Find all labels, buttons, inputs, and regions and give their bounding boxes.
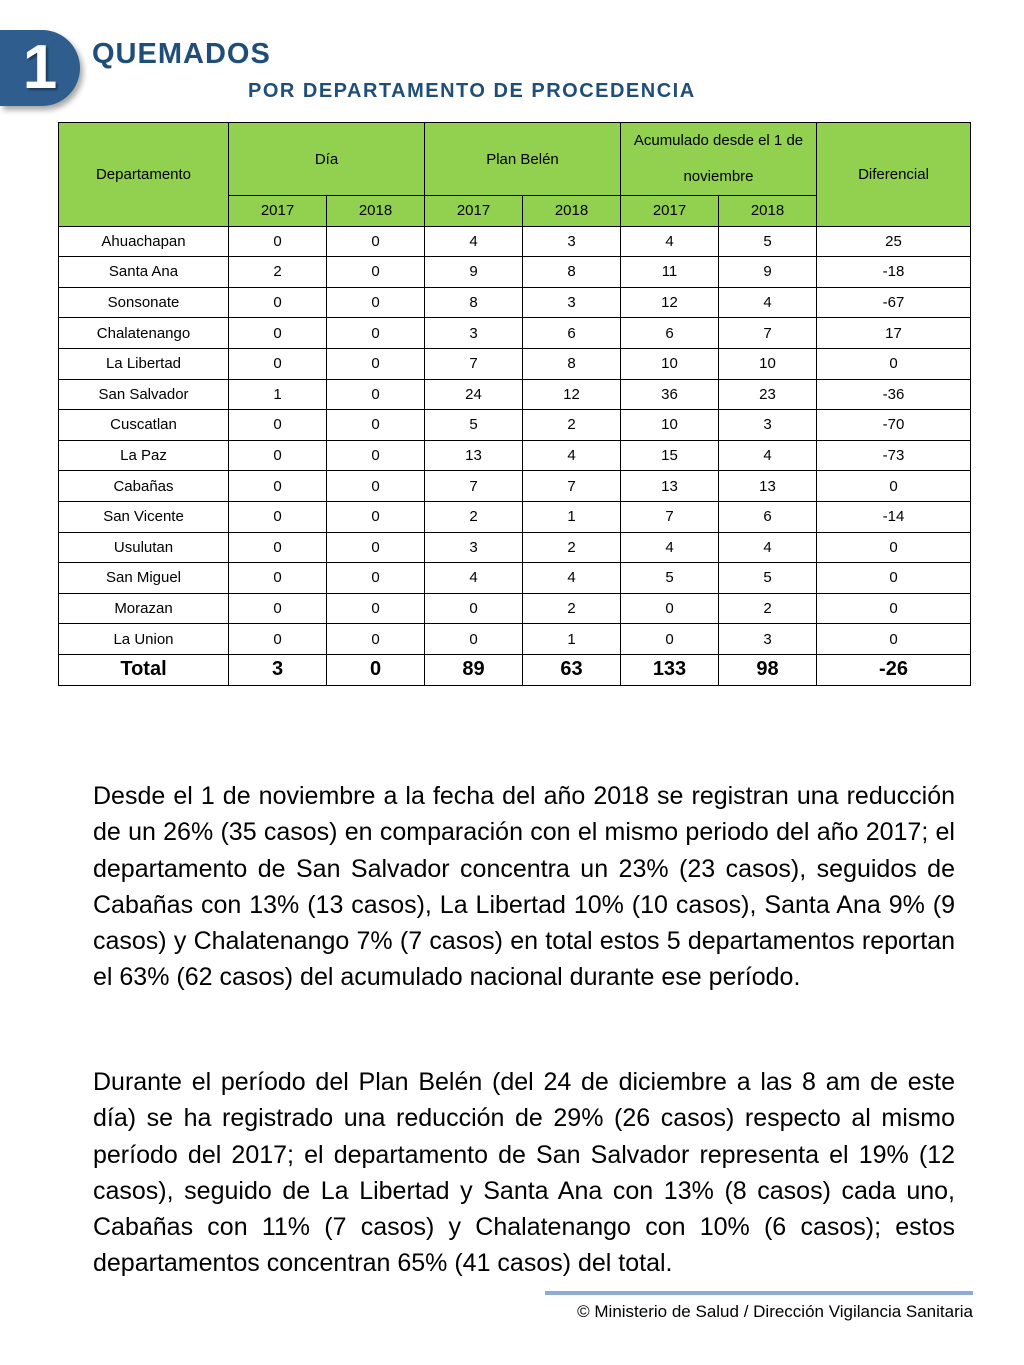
value-cell: 2 xyxy=(425,501,523,532)
department-name: Chalatenango xyxy=(59,318,229,349)
header-year: 2017 xyxy=(425,196,523,227)
table-row xyxy=(59,471,971,502)
table-body xyxy=(59,226,971,685)
value-cell: 0 xyxy=(327,410,425,441)
table-total-row xyxy=(59,654,971,685)
value-cell: 0 xyxy=(327,287,425,318)
table-row xyxy=(59,410,971,441)
value-cell: 4 xyxy=(621,532,719,563)
value-cell: 8 xyxy=(523,348,621,379)
department-name: Sonsonate xyxy=(59,287,229,318)
page-title: QUEMADOS xyxy=(92,38,271,70)
diferencial-cell: -14 xyxy=(817,501,971,532)
value-cell: 1 xyxy=(523,501,621,532)
value-cell: 1 xyxy=(229,379,327,410)
value-cell: 6 xyxy=(719,501,817,532)
value-cell: 3 xyxy=(719,624,817,655)
value-cell: 3 xyxy=(229,654,327,685)
page-subtitle: POR DEPARTAMENTO DE PROCEDENCIA xyxy=(248,80,696,102)
department-name: Cabañas xyxy=(59,471,229,502)
value-cell: 13 xyxy=(425,440,523,471)
value-cell: 4 xyxy=(719,532,817,563)
header-year: 2017 xyxy=(229,196,327,227)
department-name: Morazan xyxy=(59,593,229,624)
diferencial-cell: -18 xyxy=(817,257,971,288)
value-cell: 10 xyxy=(621,348,719,379)
value-cell: 0 xyxy=(327,593,425,624)
value-cell: 4 xyxy=(425,226,523,257)
value-cell: 24 xyxy=(425,379,523,410)
diferencial-cell: -26 xyxy=(817,654,971,685)
value-cell: 12 xyxy=(523,379,621,410)
value-cell: 4 xyxy=(719,440,817,471)
value-cell: 0 xyxy=(425,593,523,624)
value-cell: 0 xyxy=(327,471,425,502)
value-cell: 0 xyxy=(327,624,425,655)
header-year: 2018 xyxy=(719,196,817,227)
diferencial-cell: 0 xyxy=(817,532,971,563)
department-name: La Paz xyxy=(59,440,229,471)
table-row xyxy=(59,593,971,624)
value-cell: 4 xyxy=(425,563,523,594)
header-year: 2018 xyxy=(327,196,425,227)
diferencial-cell: 25 xyxy=(817,226,971,257)
value-cell: 5 xyxy=(621,563,719,594)
table-row xyxy=(59,348,971,379)
diferencial-cell: 17 xyxy=(817,318,971,349)
header-diferencial: Diferencial xyxy=(817,123,971,227)
value-cell: 7 xyxy=(425,471,523,502)
table-row xyxy=(59,226,971,257)
footer-credit: © Ministerio de Salud / Dirección Vigilancia Sanitaria xyxy=(577,1302,973,1321)
section-number-badge: 1 xyxy=(0,30,80,106)
department-name: Cuscatlan xyxy=(59,410,229,441)
value-cell: 0 xyxy=(327,348,425,379)
value-cell: 5 xyxy=(719,563,817,594)
value-cell: 0 xyxy=(229,440,327,471)
table-row xyxy=(59,532,971,563)
header-dia: Día xyxy=(229,123,425,196)
value-cell: 0 xyxy=(327,440,425,471)
department-name: San Salvador xyxy=(59,379,229,410)
value-cell: 7 xyxy=(719,318,817,349)
value-cell: 8 xyxy=(425,287,523,318)
value-cell: 15 xyxy=(621,440,719,471)
value-cell: 0 xyxy=(327,563,425,594)
value-cell: 3 xyxy=(425,318,523,349)
value-cell: 2 xyxy=(523,593,621,624)
value-cell: 4 xyxy=(523,440,621,471)
value-cell: 6 xyxy=(621,318,719,349)
value-cell: 5 xyxy=(425,410,523,441)
value-cell: 0 xyxy=(229,563,327,594)
value-cell: 7 xyxy=(425,348,523,379)
department-name: Ahuachapan xyxy=(59,226,229,257)
value-cell: 63 xyxy=(523,654,621,685)
value-cell: 2 xyxy=(719,593,817,624)
value-cell: 0 xyxy=(229,471,327,502)
value-cell: 7 xyxy=(621,501,719,532)
value-cell: 2 xyxy=(523,532,621,563)
value-cell: 0 xyxy=(621,624,719,655)
diferencial-cell: -70 xyxy=(817,410,971,441)
value-cell: 0 xyxy=(229,624,327,655)
value-cell: 98 xyxy=(719,654,817,685)
table-row xyxy=(59,379,971,410)
value-cell: 4 xyxy=(523,563,621,594)
value-cell: 133 xyxy=(621,654,719,685)
table-row xyxy=(59,563,971,594)
department-name: San Miguel xyxy=(59,563,229,594)
value-cell: 0 xyxy=(229,348,327,379)
value-cell: 0 xyxy=(229,226,327,257)
value-cell: 9 xyxy=(425,257,523,288)
value-cell: 11 xyxy=(621,257,719,288)
diferencial-cell: 0 xyxy=(817,471,971,502)
value-cell: 0 xyxy=(327,501,425,532)
table-row xyxy=(59,440,971,471)
value-cell: 1 xyxy=(523,624,621,655)
value-cell: 12 xyxy=(621,287,719,318)
value-cell: 5 xyxy=(719,226,817,257)
burns-by-department-table xyxy=(58,122,971,686)
department-name: La Libertad xyxy=(59,348,229,379)
value-cell: 3 xyxy=(523,287,621,318)
value-cell: 0 xyxy=(327,318,425,349)
value-cell: 0 xyxy=(327,532,425,563)
table-row xyxy=(59,624,971,655)
diferencial-cell: 0 xyxy=(817,624,971,655)
value-cell: 0 xyxy=(327,226,425,257)
table-row xyxy=(59,287,971,318)
value-cell: 0 xyxy=(327,654,425,685)
value-cell: 13 xyxy=(621,471,719,502)
value-cell: 10 xyxy=(719,348,817,379)
diferencial-cell: -73 xyxy=(817,440,971,471)
department-name: La Union xyxy=(59,624,229,655)
value-cell: 36 xyxy=(621,379,719,410)
value-cell: 9 xyxy=(719,257,817,288)
header-year: 2017 xyxy=(621,196,719,227)
value-cell: 2 xyxy=(229,257,327,288)
value-cell: 23 xyxy=(719,379,817,410)
value-cell: 7 xyxy=(523,471,621,502)
value-cell: 0 xyxy=(229,287,327,318)
value-cell: 89 xyxy=(425,654,523,685)
value-cell: 0 xyxy=(327,257,425,288)
value-cell: 4 xyxy=(719,287,817,318)
value-cell: 8 xyxy=(523,257,621,288)
value-cell: 0 xyxy=(229,593,327,624)
value-cell: 3 xyxy=(425,532,523,563)
header-departamento: Departamento xyxy=(59,123,229,227)
value-cell: 3 xyxy=(719,410,817,441)
diferencial-cell: 0 xyxy=(817,593,971,624)
diferencial-cell: -36 xyxy=(817,379,971,410)
value-cell: 3 xyxy=(523,226,621,257)
total-label: Total xyxy=(59,654,229,685)
value-cell: 0 xyxy=(425,624,523,655)
diferencial-cell: 0 xyxy=(817,563,971,594)
summary-paragraph-plan-belen: Durante el período del Plan Belén (del 24 de diciembre a las 8 am de este día) se ha registrado una reducción de 29% (26 casos) respecto al mismo período del 2017; el departamento de San Salvador representa el 19% (12 casos), seguido de La Libertad y Santa Ana con 13% (8 casos) cada uno, Cabañas con 11% (7 casos) y Chalatenango con 10% (6 casos); estos departamentos concentran 65% (41 casos) del total. xyxy=(93,1068,955,1278)
header-plan-belen: Plan Belén xyxy=(425,123,621,196)
diferencial-cell: 0 xyxy=(817,348,971,379)
department-name: Usulutan xyxy=(59,532,229,563)
department-name: Santa Ana xyxy=(59,257,229,288)
header-year: 2018 xyxy=(523,196,621,227)
department-name: San Vicente xyxy=(59,501,229,532)
value-cell: 4 xyxy=(621,226,719,257)
value-cell: 0 xyxy=(229,318,327,349)
value-cell: 10 xyxy=(621,410,719,441)
value-cell: 0 xyxy=(327,379,425,410)
value-cell: 6 xyxy=(523,318,621,349)
value-cell: 2 xyxy=(523,410,621,441)
value-cell: 0 xyxy=(229,410,327,441)
table-row xyxy=(59,318,971,349)
table-row xyxy=(59,257,971,288)
value-cell: 0 xyxy=(621,593,719,624)
value-cell: 0 xyxy=(229,532,327,563)
header-acumulado: Acumulado desde el 1 de noviembre xyxy=(621,123,817,196)
footer-divider xyxy=(545,1291,973,1295)
summary-paragraph-acumulado: Desde el 1 de noviembre a la fecha del año 2018 se registran una reducción de un 26% (35 casos) en comparación con el mismo periodo del año 2017; el departamento de San Salvador concentra un 23% (23 casos), seguidos de Cabañas con 13% (13 casos), La Libertad 10% (10 casos), Santa Ana 9% (9 casos) y Chalatenango 7% (7 casos) en total estos 5 departamentos reportan el 63% (62 casos) del acumulado nacional durante ese período. xyxy=(93,782,955,992)
value-cell: 0 xyxy=(229,501,327,532)
diferencial-cell: -67 xyxy=(817,287,971,318)
value-cell: 13 xyxy=(719,471,817,502)
table-row xyxy=(59,501,971,532)
